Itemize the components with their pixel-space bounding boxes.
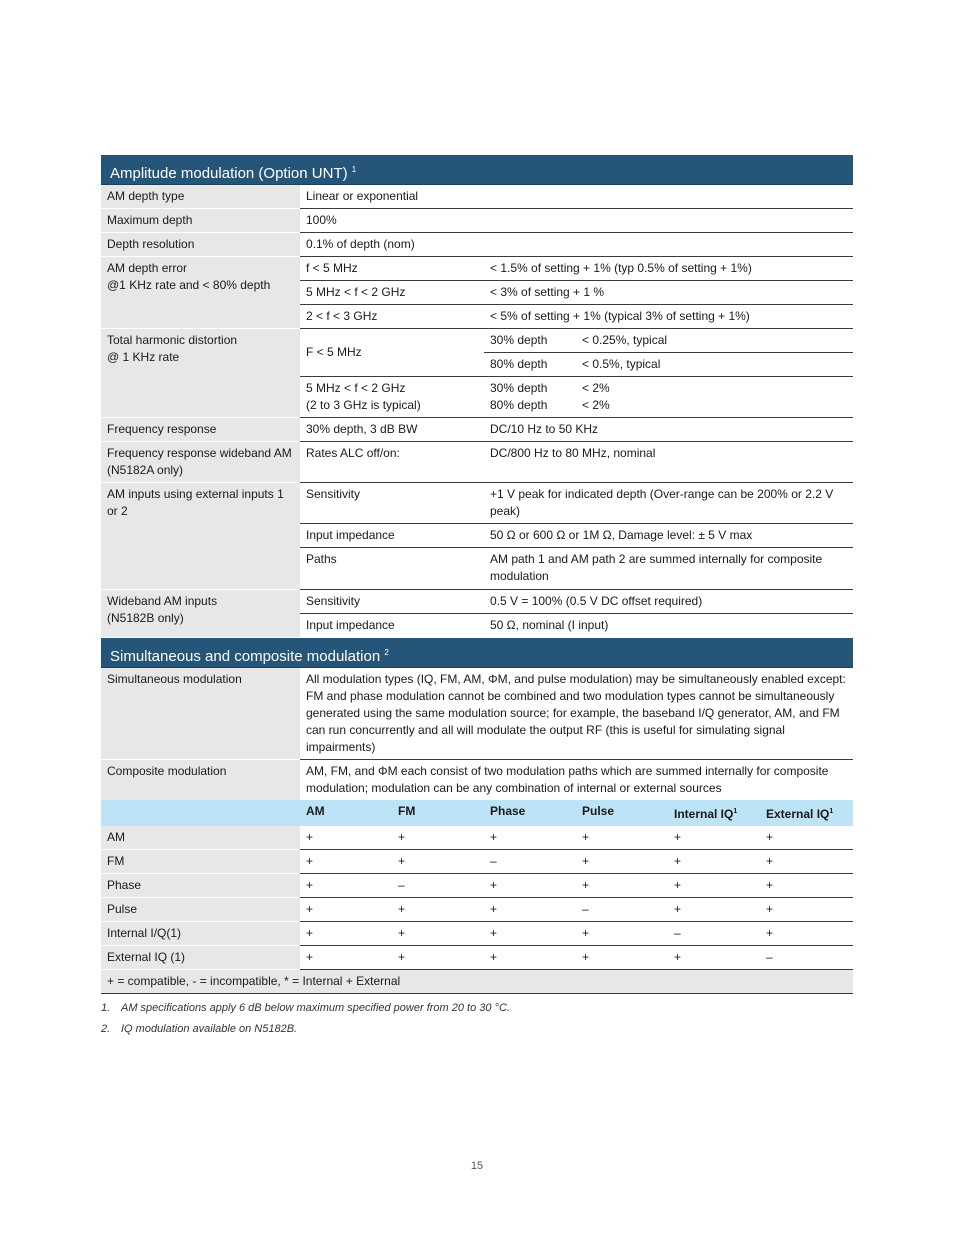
grid-row-label: Phase (101, 873, 300, 897)
spec-label: Wideband AM inputs (N5182B only) (101, 590, 300, 638)
spec-sheet (101, 155, 853, 1040)
section-header-simultaneous (101, 638, 853, 668)
depth-value: < 2% (582, 381, 610, 395)
depth-value: < 0.5%, typical (582, 357, 661, 371)
spec-condition: f < 5 MHz (300, 257, 484, 281)
footnote-ref: 2 (384, 647, 389, 657)
grid-cell: + (760, 826, 853, 850)
grid-cell: + (392, 945, 484, 969)
grid-cell: + (484, 921, 576, 945)
spec-value: Linear or exponential (300, 185, 853, 209)
spec-value: AM, FM, and ΦM each consist of two modulation paths which are summed internally for composite modulation; modulation can be any combination of internal or external sources (306, 763, 829, 795)
section-header-am (101, 155, 853, 185)
spec-condition: Rates ALC off/on: (300, 442, 484, 483)
spec-condition: 5 MHz < f < 2 GHz (300, 281, 484, 305)
spec-value: AM path 1 and AM path 2 are summed internally for composite modulation (484, 548, 853, 590)
spec-value: 50 Ω, nominal (I input) (490, 618, 609, 632)
grid-cell: + (760, 849, 853, 873)
grid-cell: + (392, 849, 484, 873)
spec-value: 50 Ω or 600 Ω or 1M Ω, Damage level: ± 5 V max (484, 524, 853, 548)
compatibility-grid (101, 800, 853, 994)
depth-value: < 0.25%, typical (582, 333, 668, 347)
spec-label: AM depth error @1 KHz rate and < 80% depth (101, 257, 300, 329)
grid-cell: + (300, 921, 392, 945)
grid-row (101, 826, 853, 850)
spec-condition: 30% depth, 3 dB BW (300, 418, 484, 442)
grid-header-row (101, 800, 853, 826)
grid-row-label: FM (101, 849, 300, 873)
grid-row-label: Internal I/Q(1) (101, 921, 300, 945)
spec-value (484, 377, 853, 418)
footnote-number: 1. (101, 1001, 111, 1014)
spec-row (101, 442, 853, 483)
depth-label: 80% depth (490, 357, 548, 371)
grid-col-header (760, 800, 853, 826)
page-number: 15 (470, 1160, 484, 1172)
grid-col-header: Phase (484, 800, 576, 826)
spec-row (101, 483, 853, 524)
section-title: Simultaneous and composite modulation (110, 647, 381, 665)
grid-row (101, 873, 853, 897)
grid-cell: + (300, 873, 392, 897)
grid-cell: + (668, 873, 760, 897)
spec-label: Maximum depth (101, 209, 300, 233)
spec-value: DC/800 Hz to 80 MHz, nominal (484, 442, 853, 483)
spec-condition: Input impedance (300, 524, 484, 548)
grid-cell: + (300, 897, 392, 921)
spec-condition: 5 MHz < f < 2 GHz (2 to 3 GHz is typical) (300, 377, 484, 418)
grid-cell: + (760, 873, 853, 897)
spec-value (484, 329, 853, 353)
spec-row (101, 257, 853, 281)
spec-value: < 3% of setting + 1 % (484, 281, 853, 305)
spec-value: 0.5 V = 100% (0.5 V DC offset required) (484, 590, 853, 614)
grid-corner (101, 800, 300, 826)
spec-row (101, 329, 853, 353)
footnotes (101, 998, 853, 1040)
grid-cell: + (668, 897, 760, 921)
grid-col-header: FM (392, 800, 484, 826)
grid-cell: + (300, 945, 392, 969)
spec-condition: Input impedance (306, 618, 395, 632)
grid-legend-row (101, 969, 853, 993)
spec-label: Frequency response wideband AM (N5182A only) (101, 442, 300, 483)
grid-cell: + (484, 873, 576, 897)
depth-label: 30% depth (490, 333, 548, 347)
grid-row-label: Pulse (101, 897, 300, 921)
grid-cell: + (760, 897, 853, 921)
grid-col-header-text: Internal IQ (674, 806, 734, 821)
depth-value: < 2% (582, 398, 610, 412)
spec-row (101, 185, 853, 209)
spec-condition: Sensitivity (300, 590, 484, 614)
grid-cell: + (668, 826, 760, 850)
grid-cell: – (484, 849, 576, 873)
spec-label: Total harmonic distortion @ 1 KHz rate (101, 329, 300, 418)
spec-condition: Sensitivity (300, 483, 484, 524)
spec-row (101, 233, 853, 257)
footnote-ref: 1 (351, 165, 357, 174)
spec-label: AM inputs using external inputs 1 or 2 (101, 483, 300, 590)
depth-label: 30% depth (490, 381, 548, 395)
grid-cell: + (300, 849, 392, 873)
spec-row (101, 759, 853, 800)
grid-col-header: AM (300, 800, 392, 826)
grid-body (101, 826, 853, 970)
spec-label: Depth resolution (101, 233, 300, 257)
spec-value: +1 V peak for indicated depth (Over-range can be 200% or 2.2 V peak) (484, 483, 853, 524)
spec-condition: F < 5 MHz (300, 329, 484, 377)
grid-cell: – (392, 873, 484, 897)
grid-row (101, 897, 853, 921)
grid-cell: + (300, 826, 392, 850)
spec-condition: Paths (300, 548, 484, 590)
spec-value: DC/10 Hz to 50 KHz (484, 418, 853, 442)
spec-label: Composite modulation (101, 759, 300, 800)
grid-cell: + (576, 849, 668, 873)
grid-col-header-text: External IQ (766, 806, 830, 821)
spec-row (101, 668, 853, 760)
spec-value: All modulation types (IQ, FM, AM, ΦM, and pulse modulation) may be simultaneously enabled except: FM and phase modulation cannot be combined and two modulation types cannot be simultaneously generated using the same modulation source; for example, the baseband I/Q generator, AM, and FM can run concurrently and all will modulate the output RF (this is useful for simulating signal impairments) (300, 668, 853, 760)
grid-row-label: External IQ (1) (101, 945, 300, 969)
grid-row (101, 921, 853, 945)
grid-cell: + (760, 921, 853, 945)
footnote-text: AM specifications apply 6 dB below maximum specified power from 20 to 30 °C. (121, 1001, 510, 1014)
spec-row (101, 418, 853, 442)
grid-cell: + (576, 945, 668, 969)
spec-value: < 5% of setting + 1% (typical 3% of setting + 1%) (484, 305, 853, 329)
footnote-text: IQ modulation available on N5182B. (121, 1022, 298, 1035)
section-title: Amplitude modulation (Option UNT) (110, 165, 348, 182)
spec-row (101, 209, 853, 233)
simultaneous-table (101, 668, 853, 800)
footnote-ref: 1 (733, 807, 738, 815)
spec-value: 0.1% of depth (nom) (300, 233, 853, 257)
grid-cell: – (576, 897, 668, 921)
footnote (101, 1019, 853, 1040)
footnote (101, 998, 853, 1019)
grid-cell: + (392, 826, 484, 850)
grid-col-header (668, 800, 760, 826)
spec-label: Frequency response (101, 418, 300, 442)
grid-cell: + (576, 873, 668, 897)
grid-row (101, 945, 853, 969)
depth-label: 80% depth (490, 398, 548, 412)
footnote-ref: 1 (829, 807, 834, 815)
spec-label: Simultaneous modulation (101, 668, 300, 760)
grid-cell: + (668, 849, 760, 873)
grid-row (101, 849, 853, 873)
spec-label: AM depth type (101, 185, 300, 209)
footnote-number: 2. (101, 1022, 111, 1035)
grid-cell: + (576, 921, 668, 945)
grid-cell: + (484, 897, 576, 921)
spec-value (484, 353, 853, 377)
grid-cell: + (576, 826, 668, 850)
grid-cell: + (392, 921, 484, 945)
spec-row (101, 590, 853, 614)
grid-cell: + (484, 945, 576, 969)
grid-cell: – (760, 945, 853, 969)
spec-condition: 2 < f < 3 GHz (300, 305, 484, 329)
grid-cell: – (668, 921, 760, 945)
am-spec-table (101, 185, 853, 638)
grid-row-label: AM (101, 826, 300, 850)
grid-cell: + (484, 826, 576, 850)
grid-col-header: Pulse (576, 800, 668, 826)
spec-value: < 1.5% of setting + 1% (typ 0.5% of setting + 1%) (484, 257, 853, 281)
grid-legend: + = compatible, - = incompatible, * = Internal + External (101, 969, 853, 993)
spec-value: 100% (300, 209, 853, 233)
grid-cell: + (392, 897, 484, 921)
grid-cell: + (668, 945, 760, 969)
